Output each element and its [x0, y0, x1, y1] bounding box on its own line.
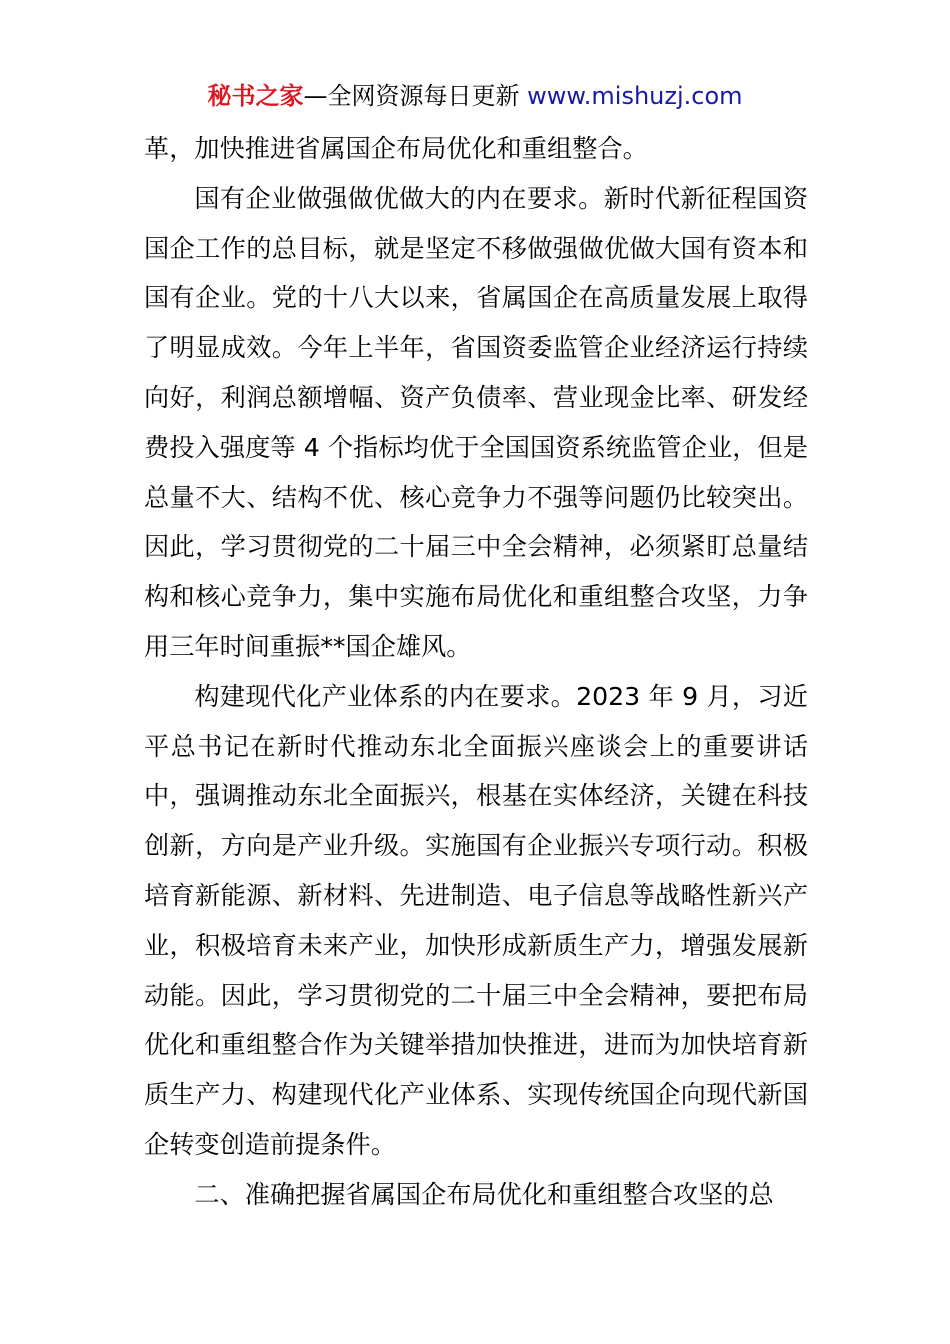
- section-heading-two: 二、准确把握省属国企布局优化和重组整合攻坚的总: [194, 1179, 774, 1209]
- paragraph-continuation: 革，加快推进省属国企布局优化和重组整合。: [144, 134, 648, 163]
- paragraph-modern-industry-system: 构建现代化产业体系的内在要求。2023 年 9 月，习近平总书记在新时代推动东北全面振兴座谈会上的重要讲话中，强调推动东北全面振兴，根基在实体经济，关键在科技创新，方向是产业升级。实施国有企业振兴专项行动。积极培育新能源、新材料、先进制造、电子信息等战略性新兴产业，积极培育未来产业，加快形成新质生产力，增强发展新动能。因此，学习贯彻党的二十届三中全会精神，要把布局优化和重组整合作为关键举措加快推进，进而为加快培育新质生产力、构建现代化产业体系、实现传统国企向现代新国企转变创造前提条件。: [144, 681, 808, 1159]
- document-body: [144, 124, 808, 1220]
- header-slogan: —全网资源每日更新: [303, 82, 520, 110]
- paragraph-state-enterprise-goals: 国有企业做强做优做大的内在要求。新时代新征程国资国企工作的总目标，就是坚定不移做强做优做大国有资本和国有企业。党的十八大以来，省属国企在高质量发展上取得了明显成效。今年上半年，省国资委监管企业经济运行持续向好，利润总额增幅、资产负债率、营业现金比率、研发经费投入强度等 4 个指标均优于全国国资系统监管企业，但是总量不大、结构不优、核心竞争力不强等问题仍比较突出。因此，学习贯彻党的二十届三中全会精神，必须紧盯总量结构和核心竞争力，集中实施布局优化和重组整合攻坚，力争用三年时间重振**国企雄风。: [144, 183, 808, 661]
- brand-name: 秘书之家: [207, 82, 304, 110]
- site-url-link[interactable]: www.mishuzj.com: [527, 82, 743, 110]
- site-header: [0, 80, 950, 112]
